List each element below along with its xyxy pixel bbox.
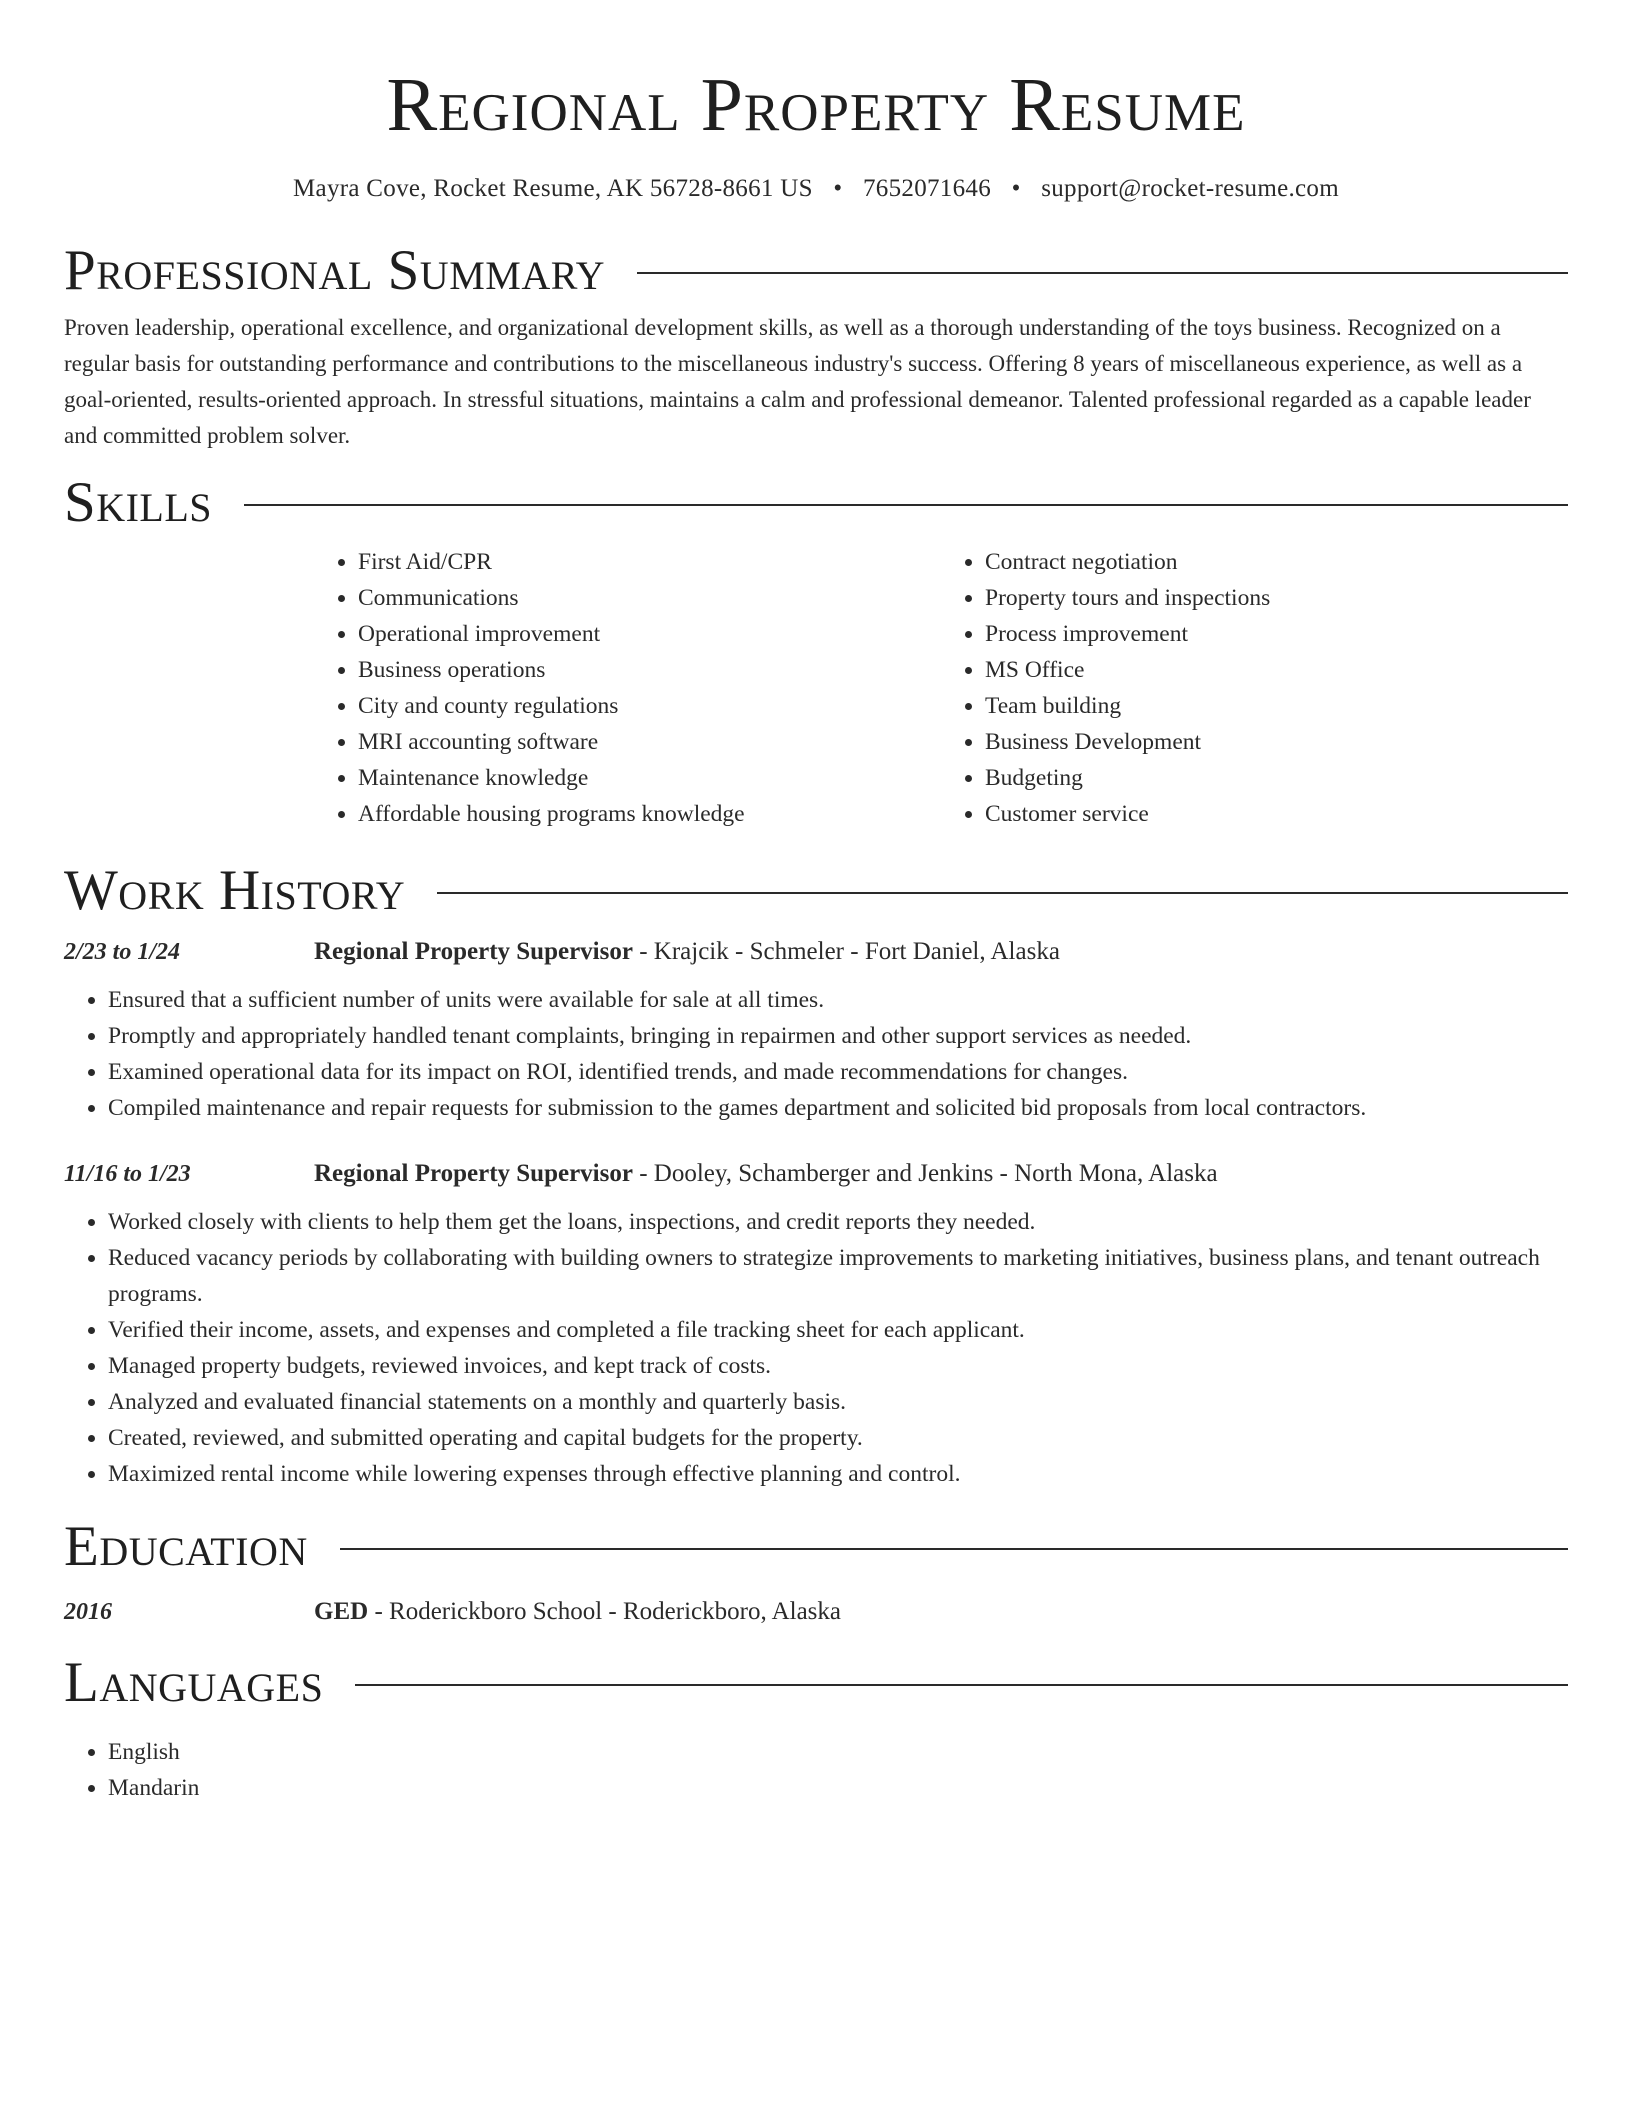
education-year: 2016	[64, 1599, 112, 1625]
job-entry	[64, 934, 1568, 1126]
contact-phone: 7652071646	[863, 175, 991, 202]
resume-page	[64, 0, 1568, 1806]
skill-item: • Business operations	[358, 652, 941, 688]
language-item: • Mandarin	[108, 1770, 1568, 1806]
skills-grid	[314, 544, 1568, 832]
contact-address: Mayra Cove, Rocket Resume, AK 56728-8661 US	[293, 175, 813, 202]
contact-line	[64, 172, 1568, 206]
section-divider	[437, 892, 1568, 894]
skill-item: • Budgeting	[985, 760, 1568, 796]
job-bullet: • Reduced vacancy periods by collaborating with building owners to strategize improvements to marketing initiatives, business plans, and tenant outreach programs.	[108, 1240, 1568, 1312]
job-bullets	[64, 982, 1568, 1126]
work-history-heading: Work History	[64, 859, 406, 922]
skill-item: • Property tours and inspections	[985, 580, 1568, 616]
job-details: - Krajcik - Schmeler - Fort Daniel, Alaska	[632, 938, 1060, 965]
job-bullet: • Worked closely with clients to help them get the loans, inspections, and credit reports they needed.	[108, 1204, 1568, 1240]
education-heading: Education	[64, 1515, 308, 1578]
languages-list	[64, 1734, 1568, 1806]
section-divider	[355, 1684, 1568, 1686]
job-entry-header	[64, 1156, 1568, 1192]
skill-item: • Customer service	[985, 796, 1568, 832]
skills-right-column	[941, 544, 1568, 832]
summary-text: Proven leadership, operational excellence, and organizational development skills, as well as a thorough understanding of the toys business. Recognized on a regular basis for outstanding performance and contributions to the miscellaneous industry's success. Offering 8 years of miscellaneous experience, as well as a goal-oriented, results-oriented approach. In stressful situations, maintains a calm and professional demeanor. Talented professional regarded as a capable leader and committed problem solver.	[64, 315, 1531, 448]
job-role: Regional Property Supervisor	[314, 1160, 633, 1187]
contact-email: support@rocket-resume.com	[1041, 175, 1339, 202]
summary-heading: Professional Summary	[64, 239, 606, 302]
job-details: - Dooley, Schamberger and Jenkins - North Mona, Alaska	[632, 1160, 1218, 1187]
job-bullet: • Verified their income, assets, and expenses and completed a file tracking sheet for each applicant.	[108, 1312, 1568, 1348]
skill-item: • Maintenance knowledge	[358, 760, 941, 796]
job-entry	[64, 1156, 1568, 1492]
job-bullet: • Examined operational data for its impact on ROI, identified trends, and made recommendations for changes.	[108, 1054, 1568, 1090]
job-bullet: • Promptly and appropriately handled tenant complaints, bringing in repairmen and other support services as needed.	[108, 1018, 1568, 1054]
job-bullet: • Created, reviewed, and submitted operating and capital budgets for the property.	[108, 1420, 1568, 1456]
section-divider	[637, 272, 1568, 274]
job-bullet: • Compiled maintenance and repair requests for submission to the games department and solicited bid proposals from local contractors.	[108, 1090, 1568, 1126]
job-bullet: • Maximized rental income while lowering expenses through effective planning and control.	[108, 1456, 1568, 1492]
work-history-section	[64, 858, 1568, 1492]
skill-item: • Process improvement	[985, 616, 1568, 652]
languages-header	[64, 1650, 1568, 1716]
skill-item: • Contract negotiation	[985, 544, 1568, 580]
job-dates: 2/23 to 1/24	[64, 939, 181, 965]
language-item: • English	[108, 1734, 1568, 1770]
job-bullet: • Analyzed and evaluated financial statements on a monthly and quarterly basis.	[108, 1384, 1568, 1420]
job-entry-header	[64, 934, 1568, 970]
education-details: - Roderickboro School - Roderickboro, Alaska	[368, 1598, 842, 1625]
work-history-header	[64, 858, 1568, 924]
skill-item: • MS Office	[985, 652, 1568, 688]
job-role: Regional Property Supervisor	[314, 938, 633, 965]
contact-separator: •	[833, 175, 843, 202]
education-section	[64, 1514, 1568, 1630]
job-heading	[314, 1156, 1218, 1192]
skill-item: • Business Development	[985, 724, 1568, 760]
job-bullet: • Ensured that a sufficient number of units were available for sale at all times.	[108, 982, 1568, 1018]
skills-header	[64, 470, 1568, 536]
skill-item: • Team building	[985, 688, 1568, 724]
summary-section	[64, 238, 1568, 454]
skills-heading: Skills	[64, 471, 213, 534]
section-divider	[244, 504, 1568, 506]
job-bullets	[64, 1204, 1568, 1492]
skill-item: • Communications	[358, 580, 941, 616]
languages-section	[64, 1650, 1568, 1806]
skill-item: • Operational improvement	[358, 616, 941, 652]
education-header	[64, 1514, 1568, 1580]
languages-heading: Languages	[64, 1651, 324, 1714]
skills-section	[64, 470, 1568, 832]
skill-item: • City and county regulations	[358, 688, 941, 724]
education-heading-line	[314, 1594, 841, 1630]
resume-title: Regional Property Resume	[386, 63, 1246, 147]
skills-left-column	[314, 544, 941, 832]
job-bullet: • Managed property budgets, reviewed invoices, and kept track of costs.	[108, 1348, 1568, 1384]
skill-item: • First Aid/CPR	[358, 544, 941, 580]
job-heading	[314, 934, 1060, 970]
job-dates: 11/16 to 1/23	[64, 1161, 191, 1187]
contact-separator: •	[1011, 175, 1021, 202]
skill-item: • MRI accounting software	[358, 724, 941, 760]
section-divider	[340, 1548, 1568, 1550]
summary-header	[64, 238, 1568, 304]
skill-item: • Affordable housing programs knowledge	[358, 796, 941, 832]
education-degree: GED	[314, 1598, 369, 1625]
education-entry	[64, 1594, 1568, 1630]
